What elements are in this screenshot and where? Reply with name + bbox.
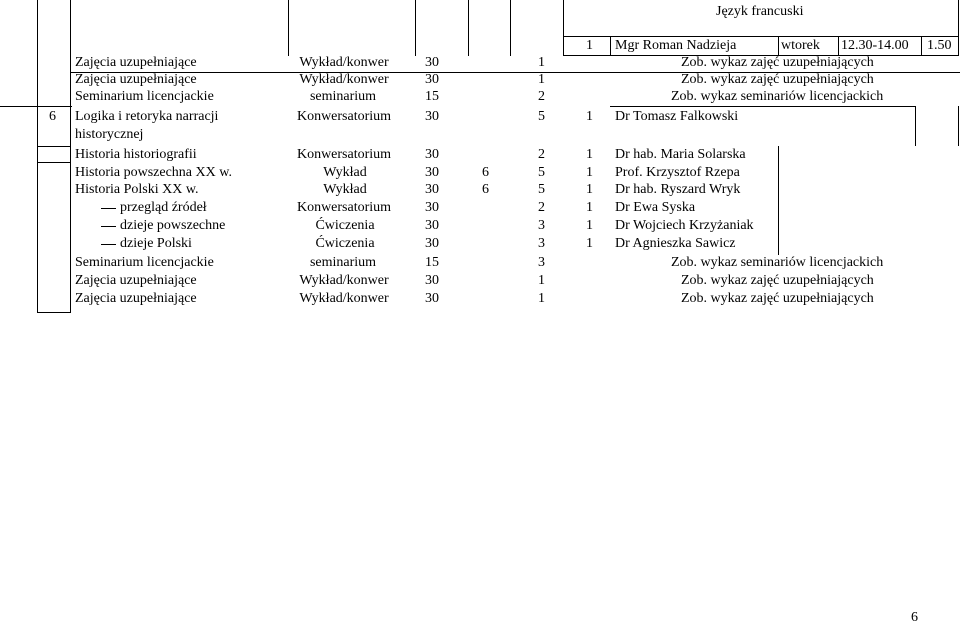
group-cell: 1: [586, 236, 593, 251]
note-cell: Zob. wykaz zajęć uzupełniających: [681, 55, 874, 70]
group-cell: 1: [586, 109, 593, 124]
top-row-group: 1: [586, 38, 593, 53]
ects-cell: 3: [538, 236, 545, 251]
ects-cell: 5: [538, 182, 545, 197]
subject-cell: dzieje Polski: [120, 236, 192, 251]
teacher-cell: Dr Tomasz Falkowski: [615, 109, 739, 124]
teacher-cell: Dr Agnieszka Sawicz: [615, 236, 736, 251]
table-rule: [37, 0, 38, 312]
form-cell: Wykład: [323, 182, 367, 197]
teacher-cell: Dr Wojciech Krzyżaniak: [615, 218, 754, 233]
top-row-time: 12.30-14.00: [841, 38, 909, 53]
table-rule: [778, 36, 779, 56]
row-number: 6: [49, 109, 56, 124]
form-cell: Ćwiczenia: [315, 236, 375, 251]
table-rule: [563, 0, 564, 56]
table-rule: [838, 36, 839, 56]
subject-cell: Zajęcia uzupełniające: [75, 72, 197, 87]
exam-cell: 6: [482, 165, 489, 180]
note-cell: Zob. wykaz seminariów licencjackich: [671, 89, 884, 104]
teacher-cell: Dr Ewa Syska: [615, 200, 696, 215]
note-cell: Zob. wykaz zajęć uzupełniających: [681, 72, 874, 87]
group-cell: 1: [586, 165, 593, 180]
hours-cell: 30: [425, 200, 439, 215]
hours-cell: 30: [425, 109, 439, 124]
subject-cell: Zajęcia uzupełniające: [75, 273, 197, 288]
ects-cell: 5: [538, 109, 545, 124]
ects-cell: 1: [538, 55, 545, 70]
subitem-dash: [101, 208, 116, 209]
form-cell: Wykład/konwer: [299, 72, 389, 87]
language-header-cell: Język francuski: [716, 4, 804, 19]
hours-cell: 15: [425, 255, 439, 270]
ects-cell: 1: [538, 273, 545, 288]
teacher-cell: Prof. Krzysztof Rzepa: [615, 165, 740, 180]
hours-cell: 30: [425, 273, 439, 288]
form-cell: Konwersatorium: [296, 147, 392, 162]
table-rule: [778, 236, 779, 255]
ects-cell: 1: [538, 291, 545, 306]
ects-cell: 2: [538, 147, 545, 162]
subject-cell: Seminarium licencjackie: [75, 89, 214, 104]
table-rule: [610, 106, 916, 107]
hours-cell: 30: [425, 182, 439, 197]
table-rule: [610, 36, 611, 56]
table-rule: [0, 106, 72, 107]
subitem-dash: [101, 226, 116, 227]
form-cell: Konwersatorium: [296, 200, 392, 215]
hours-cell: 30: [425, 291, 439, 306]
subject-cell: Zajęcia uzupełniające: [75, 291, 197, 306]
hours-cell: 30: [425, 72, 439, 87]
subject-cell-line2: historycznej: [75, 127, 144, 142]
subject-cell: Zajęcia uzupełniające: [75, 55, 197, 70]
page-number: 6: [911, 610, 918, 625]
subject-cell: Seminarium licencjackie: [75, 255, 214, 270]
subject-cell: Historia historiografii: [75, 147, 197, 162]
form-cell: seminarium: [309, 89, 377, 104]
table-rule: [958, 0, 959, 56]
table-rule: [37, 312, 71, 313]
note-cell: Zob. wykaz zajęć uzupełniających: [681, 291, 874, 306]
form-cell: Wykład: [323, 165, 367, 180]
form-cell: seminarium: [309, 255, 377, 270]
form-cell: Wykład/konwer: [299, 55, 389, 70]
group-cell: 1: [586, 182, 593, 197]
top-row-room: 1.50: [927, 38, 952, 53]
subject-cell: Historia Polski XX w.: [75, 182, 199, 197]
table-rule: [778, 146, 779, 236]
hours-cell: 30: [425, 236, 439, 251]
note-cell: Zob. wykaz zajęć uzupełniających: [681, 273, 874, 288]
table-rule: [915, 106, 916, 146]
hours-cell: 30: [425, 55, 439, 70]
subject-cell: dzieje powszechne: [120, 218, 226, 233]
form-cell: Konwersatorium: [296, 109, 392, 124]
form-cell: Ćwiczenia: [315, 218, 375, 233]
table-rule: [921, 36, 922, 56]
hours-cell: 30: [425, 165, 439, 180]
table-rule: [415, 0, 416, 56]
table-rule: [288, 0, 289, 56]
ects-cell: 2: [538, 200, 545, 215]
table-rule: [510, 0, 511, 56]
ects-cell: 5: [538, 165, 545, 180]
hours-cell: 30: [425, 218, 439, 233]
group-cell: 1: [586, 147, 593, 162]
hours-cell: 15: [425, 89, 439, 104]
subject-cell: Historia powszechna XX w.: [75, 165, 232, 180]
teacher-cell: Dr hab. Ryszard Wryk: [615, 182, 741, 197]
form-cell: Wykład/konwer: [299, 291, 389, 306]
table-rule: [37, 162, 71, 163]
exam-cell: 6: [482, 182, 489, 197]
table-rule: [70, 0, 71, 312]
ects-cell: 1: [538, 72, 545, 87]
subject-cell: przegląd źródeł: [120, 200, 207, 215]
group-cell: 1: [586, 200, 593, 215]
group-cell: 1: [586, 218, 593, 233]
subitem-dash: [101, 244, 116, 245]
note-cell: Zob. wykaz seminariów licencjackich: [671, 255, 884, 270]
ects-cell: 3: [538, 255, 545, 270]
hours-cell: 30: [425, 147, 439, 162]
table-rule: [37, 146, 71, 147]
form-cell: Wykład/konwer: [299, 273, 389, 288]
top-row-day: wtorek: [781, 38, 820, 53]
teacher-cell: Dr hab. Maria Solarska: [615, 147, 746, 162]
ects-cell: 3: [538, 218, 545, 233]
table-rule: [468, 0, 469, 56]
top-row-teacher: Mgr Roman Nadzieja: [615, 38, 737, 53]
ects-cell: 2: [538, 89, 545, 104]
subject-cell: Logika i retoryka narracji: [75, 109, 219, 124]
table-rule: [958, 106, 959, 146]
